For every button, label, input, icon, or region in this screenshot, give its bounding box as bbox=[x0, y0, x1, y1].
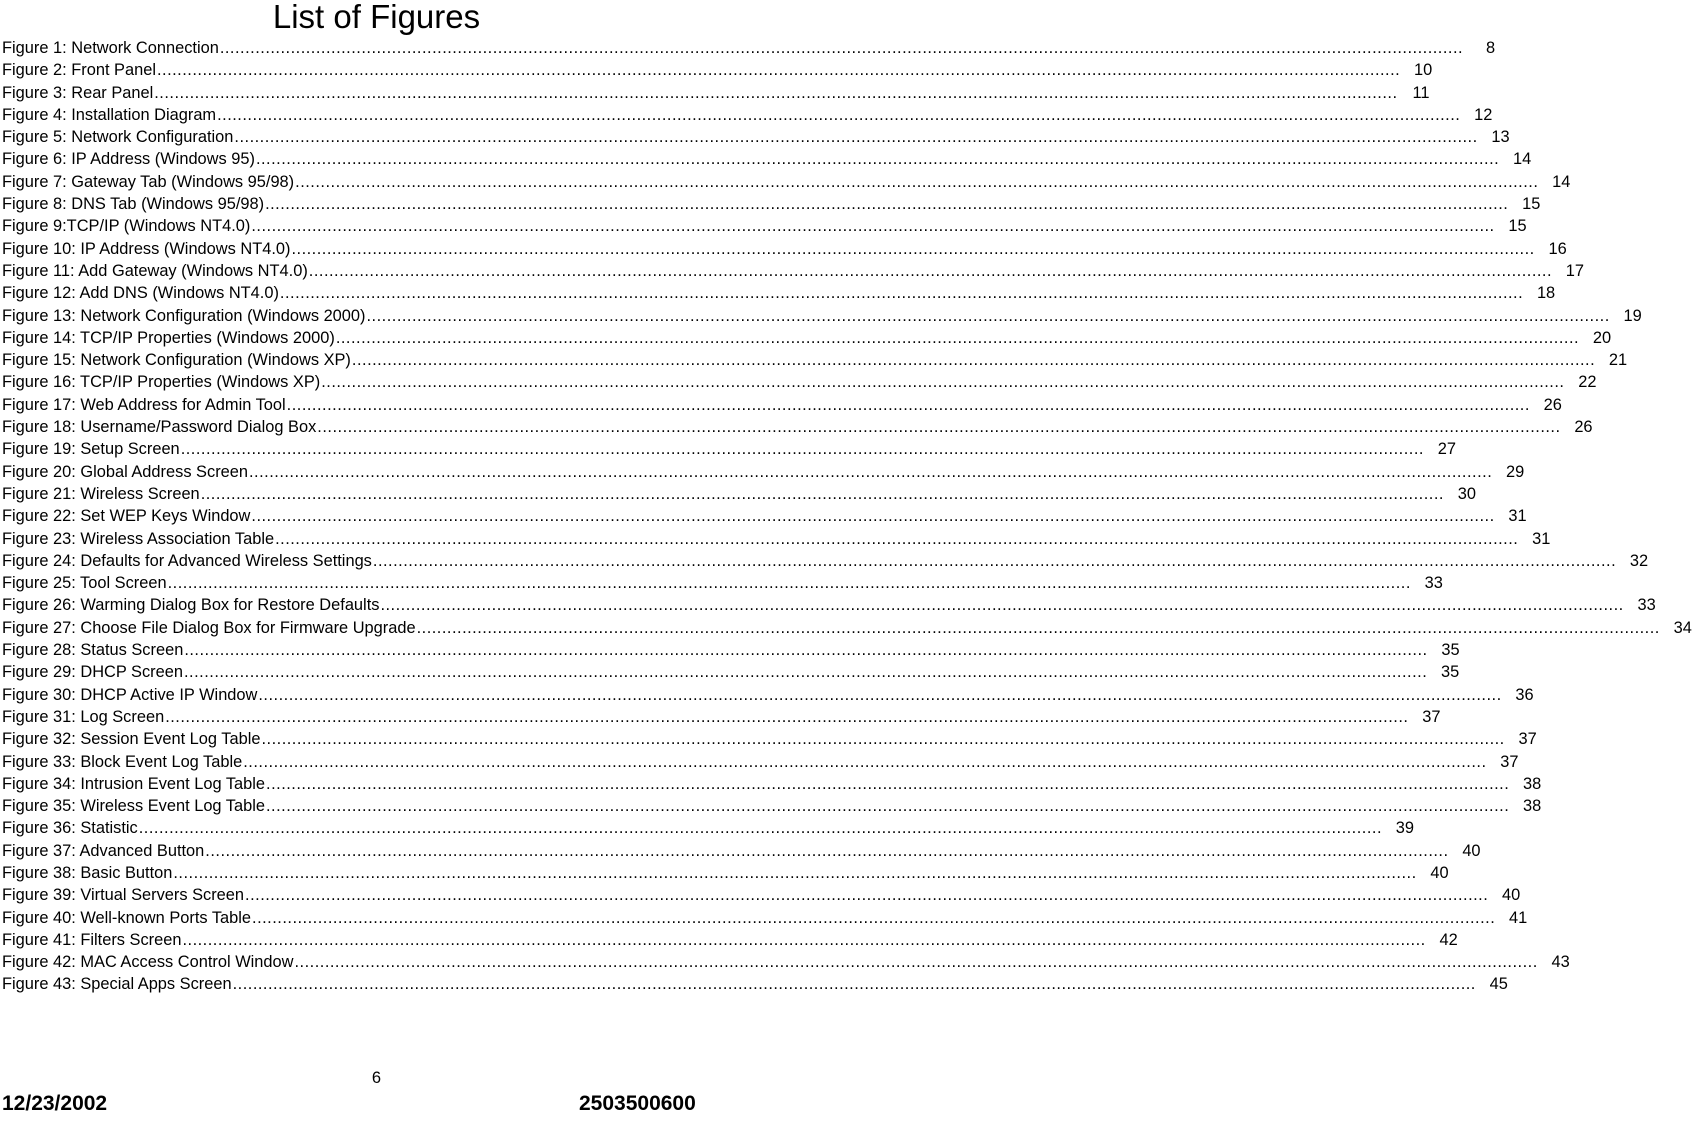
entry-page-number: 38 bbox=[1523, 774, 1542, 793]
entry-label: Figure 10: IP Address (Windows NT4.0) bbox=[2, 239, 291, 258]
entry-label: Figure 34: Intrusion Event Log Table bbox=[2, 774, 266, 793]
dot-leader bbox=[173, 862, 1416, 884]
entry-page-number: 31 bbox=[1532, 529, 1551, 548]
dot-leader bbox=[251, 505, 1494, 527]
dot-leader bbox=[321, 371, 1564, 393]
toc-entry[interactable] bbox=[2, 126, 1510, 148]
entry-page-number: 26 bbox=[1574, 418, 1593, 437]
dot-leader bbox=[256, 148, 1499, 170]
toc-entry[interactable] bbox=[2, 394, 1562, 416]
toc-entry[interactable] bbox=[2, 171, 1571, 193]
entry-label: Figure 39: Virtual Servers Screen bbox=[2, 886, 245, 905]
entry-label: Figure 14: TCP/IP Properties (Windows 2000) bbox=[2, 328, 335, 347]
entry-page-number: 40 bbox=[1502, 886, 1521, 905]
dot-leader bbox=[317, 416, 1560, 438]
entry-label: Figure 27: Choose File Dialog Box for Firmware Upgrade bbox=[2, 618, 416, 637]
entry-page-number: 11 bbox=[1412, 83, 1430, 102]
toc-entry[interactable] bbox=[2, 37, 1496, 59]
page-number: 6 bbox=[371, 1069, 382, 1087]
entry-page-number: 13 bbox=[1491, 128, 1510, 147]
toc-entry[interactable] bbox=[2, 349, 1628, 371]
entry-page-number: 41 bbox=[1509, 908, 1528, 927]
dot-leader bbox=[291, 238, 1534, 260]
dot-leader bbox=[261, 728, 1504, 750]
toc-entry[interactable] bbox=[2, 327, 1612, 349]
entry-label: Figure 37: Advanced Button bbox=[2, 841, 205, 860]
entry-label: Figure 18: Username/Password Dialog Box bbox=[2, 418, 317, 437]
dot-leader bbox=[249, 461, 1492, 483]
toc-entry[interactable] bbox=[2, 82, 1430, 104]
toc-entry[interactable] bbox=[2, 884, 1521, 906]
entry-label: Figure 19: Setup Screen bbox=[2, 440, 180, 459]
toc-entry[interactable] bbox=[2, 684, 1534, 706]
toc-entry[interactable] bbox=[2, 572, 1443, 594]
dot-leader bbox=[287, 394, 1530, 416]
entry-label: Figure 40: Well-known Ports Table bbox=[2, 908, 252, 927]
entry-label: Figure 3: Rear Panel bbox=[2, 83, 154, 102]
entry-page-number: 40 bbox=[1430, 863, 1449, 882]
dot-leader bbox=[201, 483, 1444, 505]
entry-page-number: 14 bbox=[1512, 150, 1532, 169]
dot-leader bbox=[220, 37, 1463, 59]
toc-entry[interactable] bbox=[2, 706, 1441, 728]
dot-leader bbox=[266, 773, 1509, 795]
toc-entry[interactable] bbox=[2, 215, 1527, 237]
toc-entry[interactable] bbox=[2, 148, 1532, 170]
dot-leader bbox=[168, 572, 1411, 594]
entry-label: Figure 4: Installation Diagram bbox=[2, 105, 217, 124]
dot-leader bbox=[243, 751, 1486, 773]
entry-page-number: 33 bbox=[1637, 596, 1656, 615]
entry-label: Figure 26: Warming Dialog Box for Restore Defaults bbox=[2, 596, 380, 615]
footer-document-number: 2503500600 bbox=[579, 1092, 696, 1115]
entry-label: Figure 13: Network Configuration (Windows 2000) bbox=[2, 306, 366, 325]
dot-leader bbox=[352, 349, 1595, 371]
entry-page-number: 17 bbox=[1565, 261, 1585, 280]
toc-entry[interactable] bbox=[2, 371, 1597, 393]
entry-label: Figure 9:TCP/IP (Windows NT4.0) bbox=[2, 217, 251, 236]
dot-leader bbox=[380, 594, 1623, 616]
dot-leader bbox=[265, 193, 1508, 215]
entry-page-number: 42 bbox=[1439, 930, 1458, 949]
entry-page-number: 12 bbox=[1474, 105, 1493, 124]
dot-leader bbox=[417, 617, 1660, 639]
entry-label: Figure 42: MAC Access Control Window bbox=[2, 953, 294, 972]
toc-entry[interactable] bbox=[2, 817, 1414, 839]
entry-label: Figure 41: Filters Screen bbox=[2, 930, 182, 949]
entry-label: Figure 31: Log Screen bbox=[2, 707, 165, 726]
entry-page-number: 37 bbox=[1500, 752, 1519, 771]
entry-label: Figure 36: Statistic bbox=[2, 819, 138, 838]
entry-page-number: 16 bbox=[1548, 239, 1567, 258]
entry-label: Figure 20: Global Address Screen bbox=[2, 462, 248, 481]
entry-label: Figure 5: Network Configuration bbox=[2, 128, 234, 147]
toc-entry[interactable] bbox=[2, 505, 1527, 527]
entry-label: Figure 38: Basic Button bbox=[2, 863, 173, 882]
dot-leader bbox=[182, 929, 1425, 951]
entry-label: Figure 22: Set WEP Keys Window bbox=[2, 507, 251, 526]
entry-page-number: 26 bbox=[1543, 395, 1562, 414]
dot-leader bbox=[245, 884, 1488, 906]
page-title: List of Figures bbox=[272, 0, 481, 35]
entry-label: Figure 33: Block Event Log Table bbox=[2, 752, 243, 771]
entry-label: Figure 17: Web Address for Admin Tool bbox=[2, 395, 286, 414]
dot-leader bbox=[154, 82, 1397, 104]
entry-page-number: 36 bbox=[1515, 685, 1534, 704]
dot-leader bbox=[234, 126, 1477, 148]
toc-entry[interactable] bbox=[2, 438, 1456, 460]
entry-label: Figure 30: DHCP Active IP Window bbox=[2, 685, 258, 704]
dot-leader bbox=[295, 171, 1538, 193]
dot-leader bbox=[205, 840, 1448, 862]
dot-leader bbox=[157, 59, 1400, 81]
toc-entry[interactable] bbox=[2, 795, 1542, 817]
entry-page-number: 15 bbox=[1508, 217, 1527, 236]
entry-page-number: 18 bbox=[1536, 284, 1556, 303]
entry-label: Figure 28: Status Screen bbox=[2, 641, 184, 660]
entry-page-number: 27 bbox=[1437, 440, 1456, 459]
toc-entry[interactable] bbox=[2, 483, 1476, 505]
entry-page-number: 40 bbox=[1462, 841, 1481, 860]
entry-page-number: 20 bbox=[1592, 328, 1612, 347]
entry-page-number: 15 bbox=[1522, 195, 1541, 214]
toc-entry[interactable] bbox=[2, 639, 1460, 661]
footer-date: 12/23/2002 bbox=[2, 1092, 108, 1115]
toc-entry[interactable] bbox=[2, 238, 1567, 260]
entry-label: Figure 21: Wireless Screen bbox=[2, 484, 200, 503]
entry-page-number: 35 bbox=[1441, 641, 1460, 660]
entry-label: Figure 1: Network Connection bbox=[2, 39, 219, 57]
list-of-figures bbox=[2, 37, 1692, 996]
entry-page-number: 38 bbox=[1523, 797, 1542, 816]
dot-leader bbox=[181, 438, 1424, 460]
toc-entry[interactable] bbox=[2, 528, 1551, 550]
toc-entry[interactable] bbox=[2, 840, 1481, 862]
entry-label: Figure 12: Add DNS (Windows NT4.0) bbox=[2, 284, 279, 303]
entry-label: Figure 11: Add Gateway (Windows NT4.0) bbox=[2, 261, 308, 280]
entry-page-number: 34 bbox=[1673, 618, 1692, 637]
dot-leader bbox=[252, 907, 1495, 929]
dot-leader bbox=[367, 305, 1610, 327]
entry-page-number: 43 bbox=[1551, 953, 1570, 972]
entry-page-number: 33 bbox=[1424, 574, 1443, 593]
dot-leader bbox=[309, 260, 1552, 282]
toc-entry[interactable] bbox=[2, 461, 1525, 483]
toc-entry[interactable] bbox=[2, 929, 1458, 951]
toc-entry[interactable] bbox=[2, 59, 1433, 81]
toc-entry[interactable] bbox=[2, 728, 1537, 750]
entry-page-number: 8 bbox=[1485, 39, 1496, 57]
entry-label: Figure 23: Wireless Association Table bbox=[2, 529, 275, 548]
dot-leader bbox=[184, 661, 1427, 683]
toc-entry[interactable] bbox=[2, 193, 1541, 215]
toc-entry[interactable] bbox=[2, 751, 1519, 773]
dot-leader bbox=[233, 973, 1476, 995]
entry-page-number: 32 bbox=[1629, 551, 1649, 570]
toc-entry[interactable] bbox=[2, 416, 1593, 438]
dot-leader bbox=[266, 795, 1509, 817]
entry-label: Figure 15: Network Configuration (Windows XP) bbox=[2, 351, 351, 370]
dot-leader bbox=[295, 951, 1538, 973]
toc-entry[interactable] bbox=[2, 305, 1642, 327]
dot-leader bbox=[165, 706, 1408, 728]
toc-entry[interactable] bbox=[2, 260, 1585, 282]
entry-label: Figure 35: Wireless Event Log Table bbox=[2, 797, 265, 816]
entry-page-number: 35 bbox=[1441, 663, 1460, 682]
dot-leader bbox=[184, 639, 1427, 661]
entry-label: Figure 25: Tool Screen bbox=[2, 574, 167, 593]
toc-entry[interactable] bbox=[2, 594, 1656, 616]
toc-entry[interactable] bbox=[2, 282, 1556, 304]
entry-label: Figure 6: IP Address (Windows 95) bbox=[2, 150, 255, 169]
entry-page-number: 45 bbox=[1489, 975, 1508, 994]
toc-entry[interactable] bbox=[2, 907, 1528, 929]
entry-label: Figure 32: Session Event Log Table bbox=[2, 730, 261, 749]
entry-label: Figure 8: DNS Tab (Windows 95/98) bbox=[2, 195, 265, 214]
dot-leader bbox=[373, 550, 1616, 572]
entry-page-number: 10 bbox=[1413, 61, 1433, 80]
dot-leader bbox=[280, 282, 1523, 304]
dot-leader bbox=[217, 104, 1460, 126]
toc-entry[interactable] bbox=[2, 862, 1449, 884]
dot-leader bbox=[336, 327, 1579, 349]
entry-page-number: 30 bbox=[1457, 484, 1476, 503]
toc-entry[interactable] bbox=[2, 951, 1570, 973]
entry-label: Figure 24: Defaults for Advanced Wireless Settings bbox=[2, 551, 372, 570]
entry-label: Figure 2: Front Panel bbox=[2, 61, 156, 80]
entry-label: Figure 16: TCP/IP Properties (Windows XP) bbox=[2, 373, 321, 392]
entry-page-number: 37 bbox=[1518, 730, 1537, 749]
toc-entry[interactable] bbox=[2, 661, 1460, 683]
entry-page-number: 21 bbox=[1608, 351, 1628, 370]
entry-label: Figure 29: DHCP Screen bbox=[2, 663, 183, 682]
toc-entry[interactable] bbox=[2, 104, 1493, 126]
dot-leader bbox=[139, 817, 1382, 839]
dot-leader bbox=[251, 215, 1494, 237]
entry-page-number: 31 bbox=[1508, 507, 1527, 526]
entry-page-number: 22 bbox=[1578, 373, 1597, 392]
entry-page-number: 37 bbox=[1422, 707, 1441, 726]
toc-entry[interactable] bbox=[2, 773, 1542, 795]
toc-entry[interactable] bbox=[2, 550, 1649, 572]
toc-entry[interactable] bbox=[2, 617, 1692, 639]
entry-page-number: 29 bbox=[1506, 462, 1525, 481]
entry-page-number: 14 bbox=[1552, 172, 1571, 191]
entry-label: Figure 7: Gateway Tab (Windows 95/98) bbox=[2, 172, 295, 191]
entry-page-number: 19 bbox=[1623, 306, 1642, 325]
entry-label: Figure 43: Special Apps Screen bbox=[2, 975, 232, 994]
toc-entry[interactable] bbox=[2, 973, 1508, 995]
entry-page-number: 39 bbox=[1395, 819, 1414, 838]
dot-leader bbox=[258, 684, 1501, 706]
dot-leader bbox=[275, 528, 1518, 550]
